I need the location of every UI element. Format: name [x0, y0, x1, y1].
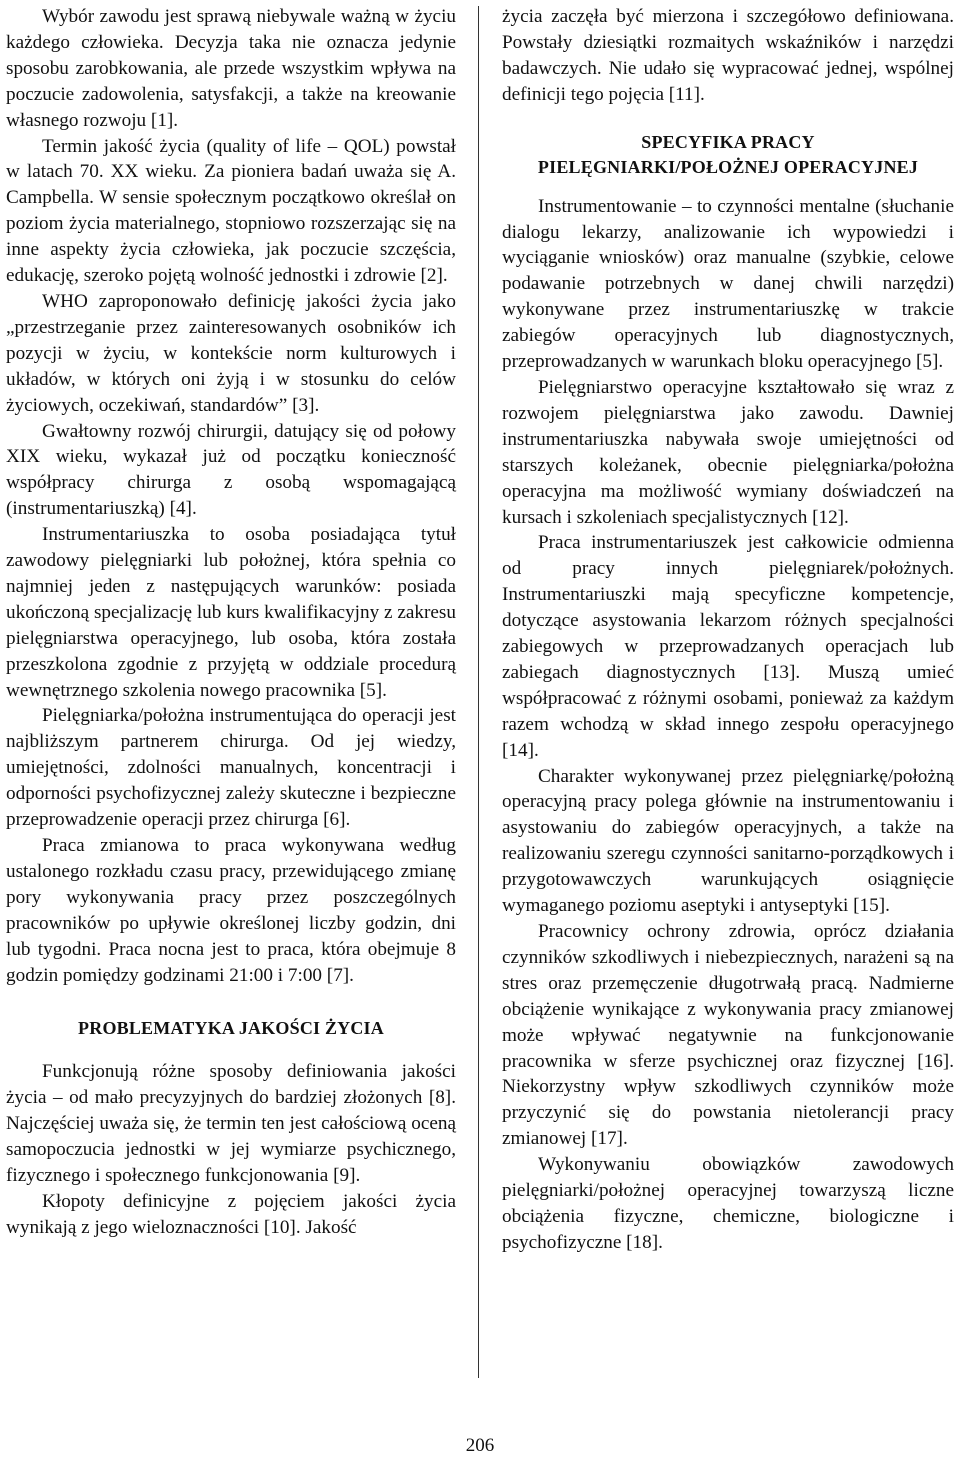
paragraph: Gwałtowny rozwój chirurgii, datujący się od połowy XIX wieku, wykazał już od początku konieczność współpracy chirurga z osobą wspomagającą (instrumentariuszką) [4]. — [6, 420, 456, 520]
paragraph: Wykonywaniu obowiązków zawodowych pielęgniarki/położnej operacyjnej towarzyszą liczne obciążenia fizyczne, chemiczne, biologiczne i psychofizyczne [18]. — [502, 1154, 954, 1253]
paragraph: Kłopoty definicyjne z pojęciem jakości życia wynikają z jego wieloznaczności [10]. Jakość — [6, 1190, 456, 1238]
right-column — [502, 4, 954, 1256]
paragraph: Pielęgniarstwo operacyjne kształtowało się wraz z rozwojem pielęgniarstwa jako zawodu. Dawniej instrumentariuszka nabywała swoje umiejętności od starszych koleżanek, obecnie pielęgniarka/położna operacyjna ma możliwość wymiany doświadczeń na kursach i szkoleniach specjalistycznych [12]. — [502, 376, 954, 528]
left-column — [6, 4, 456, 1241]
paragraph: życia zaczęła być mierzona i szczegółowo definiowana. Powstały dziesiątki rozmaitych wskaźników i narzędzi badawczych. Nie udało się wypracować jednej, wspólnej definicji tego pojęcia [11]. — [502, 6, 954, 105]
paragraph: Praca instrumentariuszek jest całkowicie odmienna od pracy innych pielęgniarek/położnych. Instrumentariuszki mają specyficzne kompetencje, dotyczące asystowania lekarzom różnych specjalności zabiegowych w przeprowadzanych operacjach lub zabiegach diagnostycznych [13]. Muszą umieć współpracować z różnymi osobami, ponieważ za każdym razem wchodzą w skład innego zespołu operacyjnego [14]. — [502, 532, 954, 761]
paragraph: Wybór zawodu jest sprawą niebywale ważną w życiu każdego człowieka. Decyzja taka nie oznacza jedynie sposobu zarobkowania, ale przede wszystkim wpływa na poczucie zadowolenia, satysfakcji, a także na kreowanie własnego rozwoju [1]. — [6, 6, 456, 131]
section-heading-line: SPECYFIKA PRACY — [641, 131, 815, 152]
paragraph: Praca zmianowa to praca wykonywana według ustalonego rozkładu czasu pracy, przewidującego zmianę pory wykonywania pracy przez poszczególnych pracowników po upływie określonej liczby godzin, dni lub tygodni. Praca nocna jest to praca, która obejmuje 8 godzin pomiędzy godzinami 21:00 i 7:00 [7]. — [6, 835, 456, 986]
paragraph: Pielęgniarka/położna instrumentująca do operacji jest najbliższym partnerem chirurga. Od jej wiedzy, umiejętności, zdolności manualnych, koncentracji i odporności psychofizycznej zależy skuteczne i bezpieczne przeprowadzenie operacji przez chirurga [6]. — [6, 705, 456, 831]
paragraph: Termin jakość życia (quality of life – QOL) powstał w latach 70. XX wieku. Za pioniera badań uważa się A. Campbella. W sensie społecznym początkowo określał on poziom życia materialnego, stopniowo rozszerzając się na inne aspekty życia człowieka, jak poczucie szczęścia, edukację, szeroko pojętą wolność jednostki i zdrowie [2]. — [6, 135, 456, 287]
paragraph: WHO zaproponowało definicję jakości życia jako „przestrzeganie przez zainteresowanych osobników ich pozycji w życiu, w kontekście norm kulturowych i układów, w których oni żyją i w stosunku do celów życiowych, oczekiwań, standardów” [3]. — [6, 290, 456, 416]
section-heading — [502, 130, 954, 180]
paragraph: Instrumentariuszka to osoba posiadająca tytuł zawodowy pielęgniarki lub położnej, która spełnia co najmniej jeden z następujących warunków: posiada ukończoną specjalizację lub kurs kwalifikacyjny z zakresu pielęgniarstwa operacyjnego, lub osoba, która została przeszkolona zgodnie z przyjętą w oddziale procedurą wewnętrznego szkolenia nowego pracownika [5]. — [6, 524, 456, 701]
paragraph: Instrumentowanie – to czynności mentalne (słuchanie dialogu lekarzy, analizowanie ich wypowiedzi i wyciąganie wniosków) oraz manualne (szybkie, celowe podawanie potrzebnych w danej chwili narzędzi) wykonywane przez instrumentariuszkę w trakcie zabiegów operacyjnych lub diagnostycznych, przeprowadzanych w warunkach bloku operacyjnego [5]. — [502, 195, 954, 373]
paragraph: Pracownicy ochrony zdrowia, oprócz działania czynników szkodliwych i niebezpiecznych, narażeni są na stres oraz przemęczenie długotrwałą pracą. Nadmierne obciążenie wynikające z wykonywania pracy zmianowej może wpływać negatywnie na funkcjonowanie pracownika w sferze psychicznej oraz fizycznej [16]. Niekorzystny wpływ szkodliwych czynników może przyczynić się do powstania nietolerancji pracy zmianowej [17]. — [502, 921, 954, 1150]
column-divider — [478, 6, 479, 1378]
page-number: 206 — [465, 1435, 495, 1456]
section-heading: PROBLEMATYKA JAKOŚCI ŻYCIA — [78, 1018, 384, 1039]
section-heading-line: PIELĘGNIARKI/POŁOŻNEJ OPERACYJNEJ — [537, 156, 919, 177]
paragraph: Funkcjonują różne sposoby definiowania jakości życia – od mało precyzyjnych do bardziej złożonych [8]. Najczęściej uważa się, że termin ten jest całościową oceną samopoczucia jednostki w jej wymiarze psychicznego, fizycznego i społecznego funkcjonowania [9]. — [6, 1061, 456, 1187]
paragraph: Charakter wykonywanej przez pielęgniarkę/położną operacyjną pracy polega głównie na instrumentowaniu i asystowaniu do zabiegów operacyjnych, a także na realizowaniu szeregu czynności sanitarno-porządkowych i przygotowawczych warunkujących osiągnięcie wymaganego poziomu aseptyki i antyseptyki [15]. — [502, 765, 954, 917]
